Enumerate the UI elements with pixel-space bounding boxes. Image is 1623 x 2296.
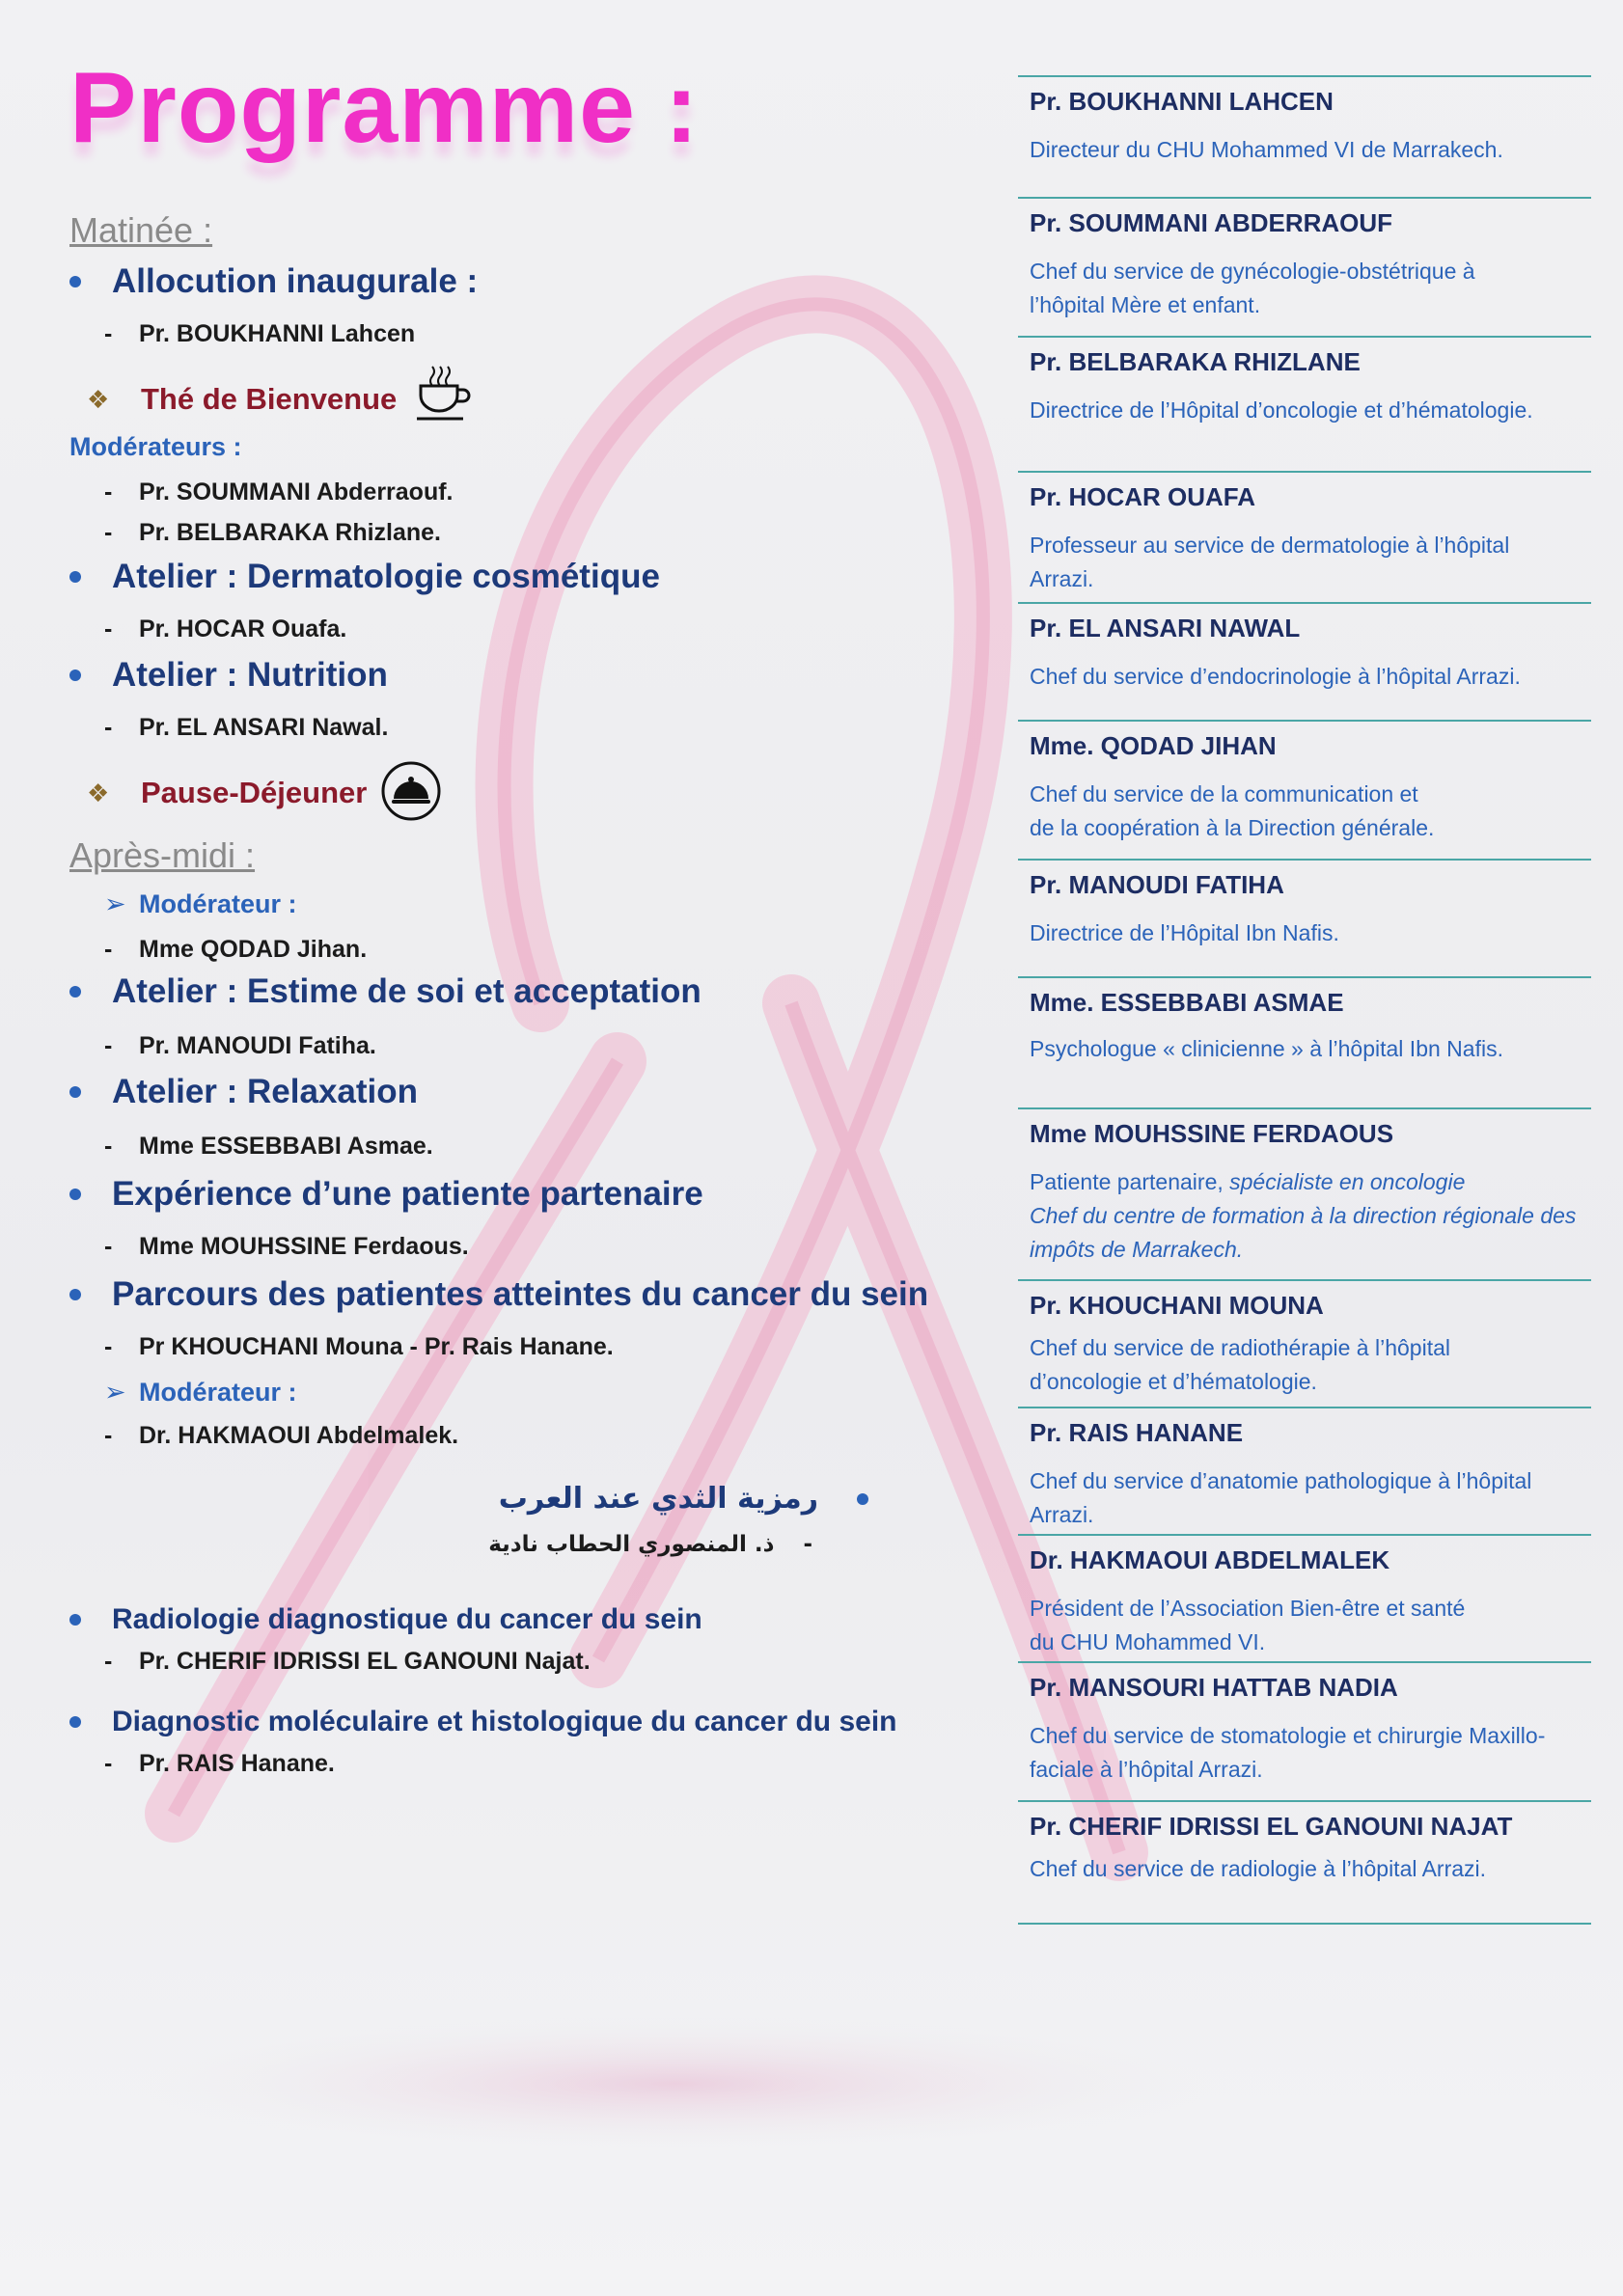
speaker-description: Chef du service de la communication et de la coopération à la Direction générale. [1030,781,1435,840]
speaker-allocution: - Pr. BOUKHANNI Lahcen [104,320,416,347]
speaker-name: Pr. KHOUCHANI MOUNA [1030,1291,1324,1320]
speaker-description: Directeur du CHU Mohammed VI de Marrakech. [1030,137,1503,162]
speaker-esteem: - Pr. MANOUDI Fatiha. [104,1032,376,1059]
bullet-icon [69,1614,81,1626]
speaker-description: Directrice de l’Hôpital Ibn Nafis. [1030,920,1339,945]
speaker-card [1018,1661,1591,1782]
item-workshop-nutrition: Atelier : Nutrition [69,656,388,695]
item-molecular-diagnosis: Diagnostic moléculaire et histologique du cancer du sein [69,1706,897,1738]
speaker-description: Chef du service de radiothérapie à l’hôpital d’oncologie et d’hématologie. [1030,1335,1450,1394]
item-workshop-dermatology: Atelier : Dermatologie cosmétique [69,558,660,596]
bullet-icon [69,670,81,681]
bullet-icon [857,1493,868,1505]
speaker-card [1018,471,1591,591]
speaker-card [1018,1534,1591,1654]
speaker-card [1018,859,1591,945]
speaker-name: Mme. ESSEBBABI ASMAE [1030,988,1344,1017]
speaker-dermatology: - Pr. HOCAR Ouafa. [104,615,347,642]
arrow-bullet-icon: ➢ [104,889,126,918]
moderators-label: Modérateurs : [69,432,242,461]
item-welcome-tea: ❖ Thé de Bienvenue [87,382,398,416]
speaker-description: Chef du service d’anatomie pathologique à l’hôpital Arrazi. [1030,1468,1532,1527]
item-radiology: Radiologie diagnostique du cancer du sein [69,1603,702,1636]
item-allocution: Allocution inaugurale : [69,262,478,301]
bullet-icon [69,571,81,583]
speaker-name: Pr. HOCAR OUAFA [1030,482,1256,511]
moderator-item: - Pr. BELBARAKA Rhizlane. [104,519,442,546]
speaker-molecular: - Pr. RAIS Hanane. [104,1750,335,1777]
speaker-description: Chef du service d’endocrinologie à l’hôpital Arrazi. [1030,664,1521,689]
speaker-card [1018,1107,1591,1262]
bullet-icon [69,276,81,287]
speaker-description: Chef du service de stomatologie et chirurgie Maxillo- faciale à l’hôpital Arrazi. [1030,1723,1546,1782]
speaker-name: Pr. RAIS HANANE [1030,1418,1244,1447]
speaker-name: Pr. MANSOURI HATTAB NADIA [1030,1673,1398,1702]
speaker-arabic-talk: - ذ. المنصوري الحطاب نادية [488,1532,812,1557]
diamond-bullet-icon: ❖ [87,778,110,807]
speaker-card [1018,602,1591,689]
speaker-name: Dr. HAKMAOUI ABDELMALEK [1030,1545,1390,1574]
page-title: Programme : [69,52,700,164]
speaker-name: Mme MOUHSSINE FERDAOUS [1030,1119,1394,1148]
bullet-icon [69,1086,81,1098]
speaker-card [1018,1407,1591,1527]
speaker-radiology: - Pr. CHERIF IDRISSI EL GANOUNI Najat. [104,1648,591,1675]
speaker-description: Patiente partenaire, spécialiste en oncologie Chef du centre de formation à la direction régionale des impôts de Marrakech. [1030,1169,1577,1262]
speaker-card [1018,75,1591,162]
speaker-card [1018,1279,1591,1394]
speaker-name: Mme. QODAD JIHAN [1030,731,1277,760]
serving-cloche-icon [380,760,442,822]
moderator-label-afternoon: ➢ Modérateur : [104,889,297,918]
item-arabic-talk: رمزية الثدي عند العرب [499,1482,868,1516]
speaker-card [1018,197,1591,317]
item-patient-pathway: Parcours des patientes atteintes du cancer du sein [69,1275,928,1314]
speaker-description: Psychologue « clinicienne » à l’hôpital Ibn Nafis. [1030,1036,1503,1061]
arrow-bullet-icon: ➢ [104,1378,126,1407]
item-lunch-break: ❖ Pause-Déjeuner [87,776,368,809]
speaker-card [1018,976,1591,1061]
programme-column [69,52,938,1777]
speaker-description: Chef du service de radiologie à l’hôpital Arrazi. [1030,1856,1487,1881]
speaker-name: Pr. EL ANSARI NAWAL [1030,614,1301,642]
bullet-icon [69,1716,81,1728]
speaker-name: Pr. SOUMMANI ABDERRAOUF [1030,208,1393,237]
moderator-afternoon: - Mme QODAD Jihan. [104,936,368,963]
speaker-name: Pr. BOUKHANNI LAHCEN [1030,87,1334,116]
moderator-afternoon-2: - Dr. HAKMAOUI Abdelmalek. [104,1422,459,1449]
item-workshop-esteem: Atelier : Estime de soi et acceptation [69,972,701,1011]
coffee-cup-icon [413,361,475,423]
moderator-item: - Pr. SOUMMANI Abderraouf. [104,478,454,506]
speaker-relaxation: - Mme ESSEBBABI Asmae. [104,1133,433,1160]
speaker-description: Chef du service de gynécologie-obstétrique à l’hôpital Mère et enfant. [1030,259,1475,317]
bullet-icon [69,1189,81,1200]
divider [1018,1923,1591,1925]
speaker-experience: - Mme MOUHSSINE Ferdaous. [104,1233,469,1260]
speaker-description: Directrice de l’Hôpital d’oncologie et d’hématologie. [1030,397,1533,423]
speaker-name: Pr. MANOUDI FATIHA [1030,870,1284,899]
diamond-bullet-icon: ❖ [87,384,110,414]
speaker-pathway: - Pr KHOUCHANI Mouna - Pr. Rais Hanane. [104,1333,614,1360]
speaker-name: Pr. CHERIF IDRISSI EL GANOUNI NAJAT [1030,1812,1513,1841]
speaker-card [1018,1800,1591,1881]
item-patient-experience: Expérience d’une patiente partenaire [69,1175,703,1214]
bullet-icon [69,1289,81,1300]
speaker-nutrition: - Pr. EL ANSARI Nawal. [104,714,389,741]
speaker-card [1018,336,1591,423]
bullet-icon [69,986,81,998]
moderator-label-afternoon-2: ➢ Modérateur : [104,1378,297,1407]
afternoon-heading: Après-midi : [69,835,256,875]
speaker-name: Pr. BELBARAKA RHIZLANE [1030,347,1361,376]
item-workshop-relaxation: Atelier : Relaxation [69,1073,418,1111]
speaker-description: Président de l’Association Bien-être et santé du CHU Mohammed VI. [1030,1596,1466,1654]
speaker-description: Professeur au service de dermatologie à l’hôpital Arrazi. [1030,533,1510,591]
speaker-card [1018,720,1591,840]
morning-heading: Matinée : [69,210,213,250]
